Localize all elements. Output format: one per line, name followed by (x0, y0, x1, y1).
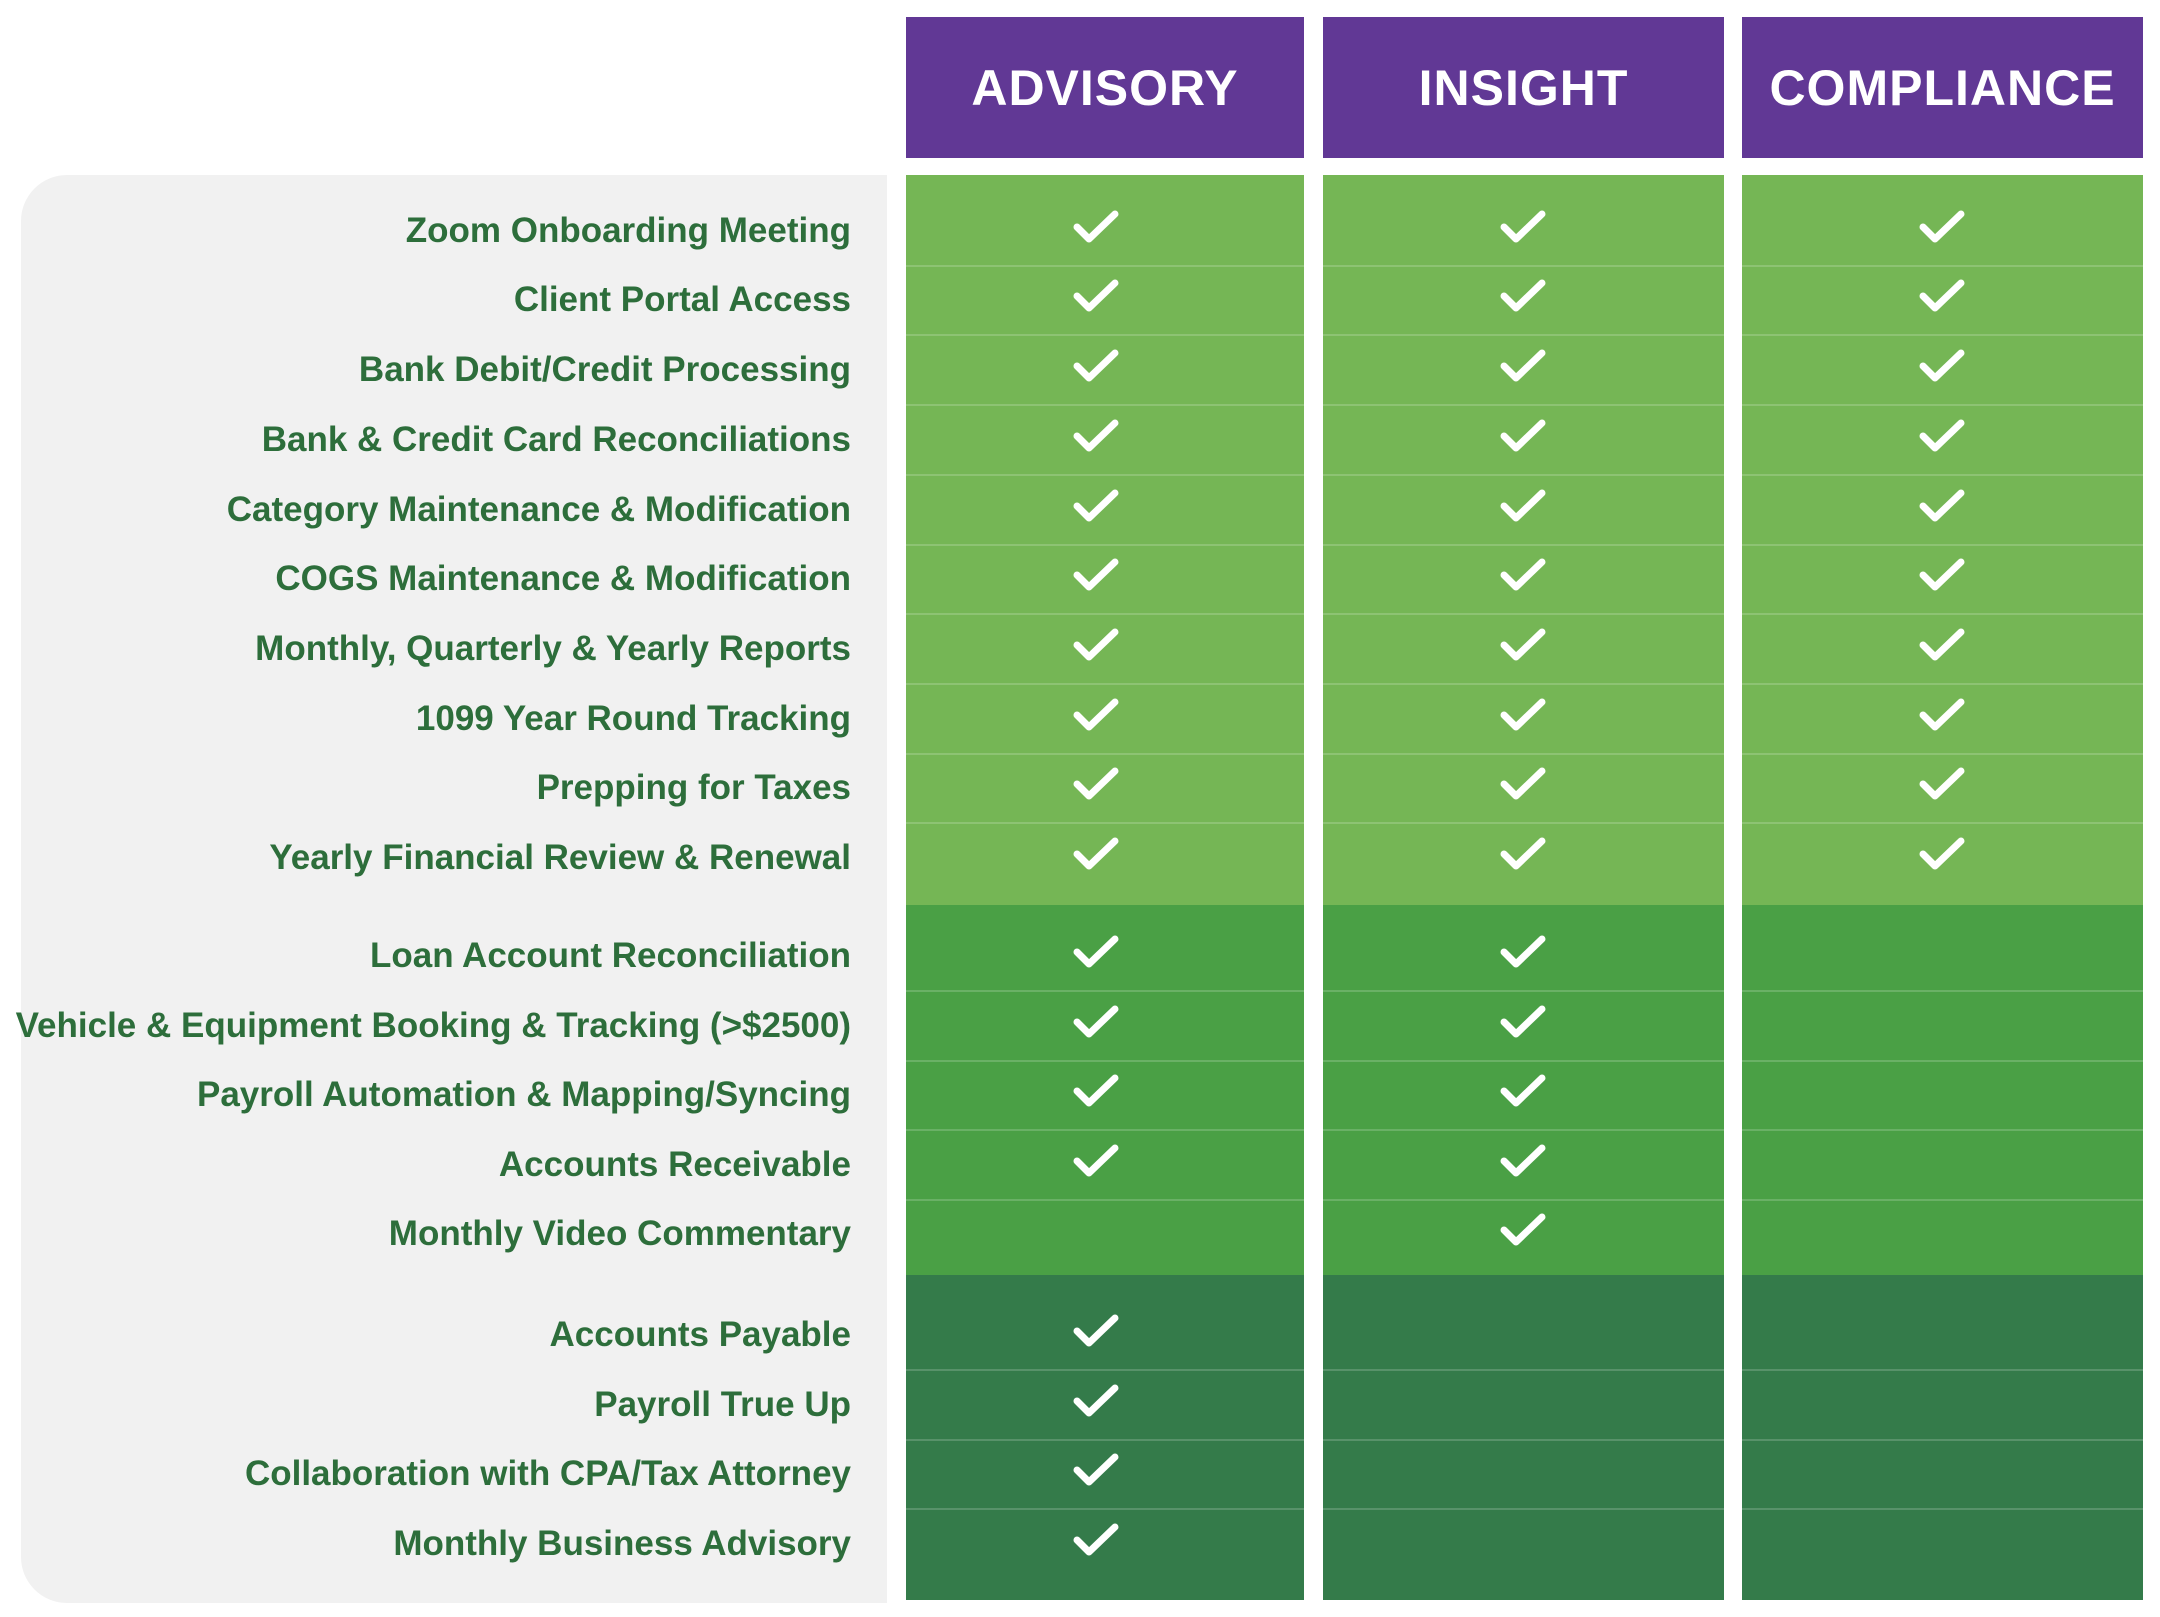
row-divider (1323, 1199, 1724, 1201)
row-divider (906, 1439, 1304, 1441)
feature-label: Monthly Video Commentary (388, 1214, 851, 1253)
checkmark-icon (1073, 836, 1119, 872)
checkmark-icon (1500, 836, 1546, 872)
checkmark-icon (1500, 557, 1546, 593)
row-divider (906, 474, 1304, 476)
checkmark-icon (1073, 627, 1119, 663)
row-divider (1742, 822, 2143, 824)
row-divider (1742, 1129, 2143, 1131)
row-divider (1323, 404, 1724, 406)
feature-label: Client Portal Access (513, 280, 851, 319)
row-divider (1323, 474, 1724, 476)
row-divider (1323, 265, 1724, 267)
checkmark-icon (1500, 934, 1546, 970)
tier-3-band (1323, 1275, 1724, 1600)
feature-label: Loan Account Reconciliation (370, 936, 851, 975)
checkmark-icon (1919, 488, 1965, 524)
row-divider (906, 544, 1304, 546)
row-divider (906, 334, 1304, 336)
checkmark-icon (1500, 488, 1546, 524)
checkmark-icon (1919, 348, 1965, 384)
checkmark-icon (1073, 766, 1119, 802)
row-divider (1742, 1060, 2143, 1062)
checkmark-icon (1073, 1522, 1119, 1558)
checkmark-icon (1073, 1073, 1119, 1109)
row-divider (1742, 1369, 2143, 1371)
row-divider (1742, 404, 2143, 406)
checkmark-icon (1500, 278, 1546, 314)
checkmark-icon (1073, 1143, 1119, 1179)
plan-body-advisory (906, 175, 1304, 1601)
row-divider (1742, 265, 2143, 267)
checkmark-icon (1073, 1004, 1119, 1040)
feature-label: Category Maintenance & Modification (226, 490, 851, 529)
feature-label: Payroll True Up (594, 1385, 851, 1424)
checkmark-icon (1073, 697, 1119, 733)
row-divider (1742, 1508, 2143, 1510)
checkmark-icon (1073, 278, 1119, 314)
row-divider (906, 265, 1304, 267)
row-divider (1742, 334, 2143, 336)
row-divider (1742, 544, 2143, 546)
checkmark-icon (1500, 1073, 1546, 1109)
checkmark-icon (1073, 488, 1119, 524)
row-divider (906, 822, 1304, 824)
checkmark-icon (1500, 697, 1546, 733)
row-divider (906, 1060, 1304, 1062)
checkmark-icon (1500, 348, 1546, 384)
row-divider (906, 1369, 1304, 1371)
row-divider (1323, 683, 1724, 685)
row-divider (906, 404, 1304, 406)
feature-label: Prepping for Taxes (536, 768, 851, 807)
row-divider (1323, 1129, 1724, 1131)
row-divider (906, 1199, 1304, 1201)
row-divider (1742, 1199, 2143, 1201)
row-divider (1742, 1439, 2143, 1441)
feature-label: Zoom Onboarding Meeting (405, 211, 851, 250)
checkmark-icon (1073, 418, 1119, 454)
row-divider (1323, 822, 1724, 824)
feature-label: Collaboration with CPA/Tax Attorney (244, 1454, 851, 1493)
row-divider (906, 613, 1304, 615)
row-divider (906, 1508, 1304, 1510)
feature-label: Vehicle & Equipment Booking & Tracking (>$2500) (15, 1006, 851, 1045)
tier-3-band (1742, 1275, 2143, 1600)
checkmark-icon (1073, 1313, 1119, 1349)
row-divider (1742, 613, 2143, 615)
checkmark-icon (1919, 209, 1965, 245)
checkmark-icon (1500, 1004, 1546, 1040)
row-divider (1323, 334, 1724, 336)
checkmark-icon (1073, 348, 1119, 384)
plan-header-advisory: ADVISORY (906, 17, 1304, 158)
feature-label: Accounts Payable (549, 1315, 851, 1354)
plan-body-insight (1323, 175, 1724, 1601)
checkmark-icon (1500, 766, 1546, 802)
plan-header-insight: INSIGHT (1323, 17, 1724, 158)
checkmark-icon (1073, 1452, 1119, 1488)
checkmark-icon (1919, 627, 1965, 663)
row-divider (906, 1129, 1304, 1131)
plan-header-compliance: COMPLIANCE (1742, 17, 2143, 158)
row-divider (1323, 613, 1724, 615)
checkmark-icon (1919, 418, 1965, 454)
checkmark-icon (1919, 697, 1965, 733)
row-divider (906, 990, 1304, 992)
row-divider (1323, 544, 1724, 546)
checkmark-icon (1500, 627, 1546, 663)
row-divider (1323, 990, 1724, 992)
checkmark-icon (1500, 1143, 1546, 1179)
checkmark-icon (1500, 418, 1546, 454)
row-divider (1742, 683, 2143, 685)
feature-label: Accounts Receivable (498, 1145, 851, 1184)
row-divider (1323, 1060, 1724, 1062)
checkmark-icon (1073, 1383, 1119, 1419)
feature-label: Monthly, Quarterly & Yearly Reports (255, 629, 851, 668)
checkmark-icon (1919, 557, 1965, 593)
feature-label: Bank & Credit Card Reconciliations (261, 420, 851, 459)
row-divider (1323, 753, 1724, 755)
row-divider (1323, 1508, 1724, 1510)
checkmark-icon (1073, 209, 1119, 245)
tier-2-band (1742, 905, 2143, 1275)
plan-body-compliance (1742, 175, 2143, 1601)
feature-label: Monthly Business Advisory (393, 1524, 851, 1563)
row-divider (1323, 1369, 1724, 1371)
row-divider (1742, 990, 2143, 992)
checkmark-icon (1919, 766, 1965, 802)
checkmark-icon (1500, 209, 1546, 245)
row-divider (1742, 474, 2143, 476)
checkmark-icon (1073, 557, 1119, 593)
row-divider (906, 683, 1304, 685)
row-divider (906, 753, 1304, 755)
feature-label: 1099 Year Round Tracking (415, 699, 851, 738)
feature-label: Yearly Financial Review & Renewal (269, 838, 851, 877)
feature-label: Payroll Automation & Mapping/Syncing (196, 1075, 851, 1114)
row-divider (1323, 1439, 1724, 1441)
checkmark-icon (1500, 1212, 1546, 1248)
checkmark-icon (1919, 836, 1965, 872)
checkmark-icon (1073, 934, 1119, 970)
checkmark-icon (1919, 278, 1965, 314)
row-divider (1742, 753, 2143, 755)
feature-label: COGS Maintenance & Modification (275, 559, 851, 598)
feature-label: Bank Debit/Credit Processing (358, 350, 851, 389)
